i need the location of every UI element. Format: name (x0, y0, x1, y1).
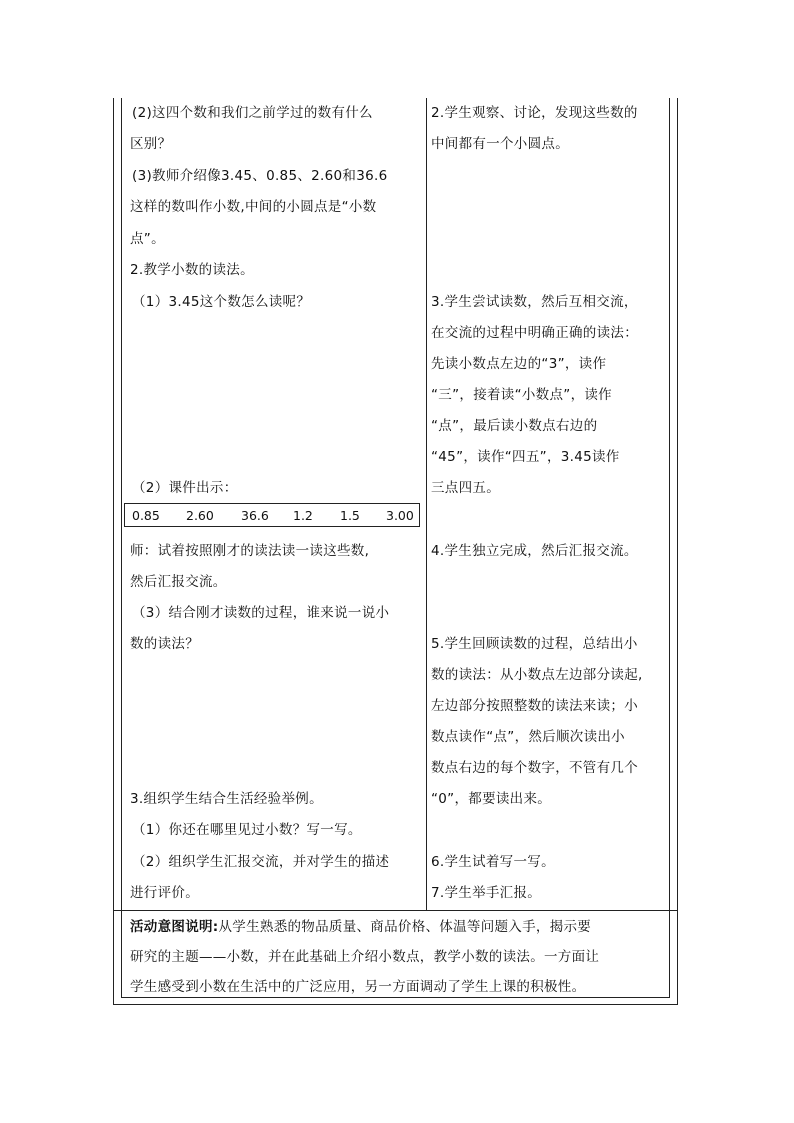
left-section2-q2: （2）课件出示： (132, 480, 238, 496)
right-r5-line2: 数的读法：从小数点左边部分读起, (431, 667, 643, 683)
left-section2-title: 2.教学小数的读法。 (130, 262, 254, 278)
right-r5-line1: 5.学生回顾读数的过程，总结出小 (431, 636, 638, 652)
right-r5-line4: 数点读作“点”，然后顺次读出小 (431, 729, 625, 745)
decimal-number: 3.00 (386, 508, 414, 523)
footer-border-left (121, 910, 122, 998)
activity-intent-line2: 研究的主题——小数，并在此基础上介绍小数点，教学小数的读法。一方面让 (130, 949, 600, 965)
right-r3-line5: “点”，最后读小数点右边的 (431, 418, 598, 434)
right-r3-line2: 在交流的过程中明确正确的读法： (431, 325, 638, 341)
table-inner-border-left (121, 98, 122, 910)
left-q3-line2: 这样的数叫作小数,中间的小圆点是“小数 (130, 199, 377, 215)
right-r3-line7: 三点四五。 (431, 480, 500, 496)
footer-border-right (669, 910, 670, 998)
left-teacher-line2: 然后汇报交流。 (130, 574, 227, 590)
table-inner-border-right (669, 98, 670, 910)
left-section3-q2-line2: 进行评价。 (130, 885, 199, 901)
left-section3-title: 3.组织学生结合生活经验举例。 (130, 791, 323, 807)
footer-border-bottom (121, 997, 669, 998)
right-r2-line2: 中间都有一个小圆点。 (431, 136, 569, 152)
right-r2-line1: 2.学生观察、讨论，发现这些数的 (431, 105, 638, 121)
row-divider (113, 910, 678, 911)
activity-intent-line3: 学生感受到小数在生活中的广泛应用，另一方面调动了学生上课的积极性。 (130, 979, 586, 995)
right-r7-line1: 7.学生举手汇报。 (431, 885, 542, 901)
activity-intent-text: 从学生熟悉的物品质量、商品价格、体温等问题入手，揭示要 (218, 919, 592, 935)
right-r3-line6: “45”，读作“四五”，3.45读作 (431, 449, 620, 465)
left-q2-line1: (2)这四个数和我们之前学过的数有什么 (132, 105, 373, 121)
right-r5-line6: “0”，都要读出来。 (431, 791, 552, 807)
left-teacher-line1: 师：试着按照刚才的读法读一读这些数, (130, 543, 370, 559)
activity-intent-line1 (130, 918, 591, 936)
decimal-numbers-box (124, 503, 420, 527)
right-r5-line5: 数点右边的每个数字，不管有几个 (431, 760, 638, 776)
left-q3-line3: 点”。 (130, 231, 165, 247)
decimal-number: 1.2 (293, 508, 313, 523)
activity-intent-label: 活动意图说明: (130, 919, 219, 935)
decimal-number: 2.60 (186, 508, 214, 523)
right-r5-line3: 左边部分按照整数的读法来读；小 (431, 698, 638, 714)
column-divider (426, 98, 427, 910)
left-q2-line2: 区别？ (130, 136, 172, 152)
left-section2-q3-line2: 数的读法？ (130, 636, 199, 652)
decimal-number: 0.85 (132, 508, 160, 523)
left-section2-q3-line1: （3）结合刚才读数的过程，谁来说一说小 (132, 605, 390, 621)
left-section3-q1: （1）你还在哪里见过小数？写一写。 (132, 822, 362, 838)
left-section2-q1: （1）3.45这个数怎么读呢？ (132, 294, 311, 310)
right-r3-line1: 3.学生尝试读数，然后互相交流， (431, 294, 638, 310)
right-r6-line1: 6.学生试着写一写。 (431, 854, 555, 870)
decimal-number: 1.5 (340, 508, 360, 523)
right-r4-line1: 4.学生独立完成，然后汇报交流。 (431, 543, 638, 559)
right-r3-line4: “三”，接着读“小数点”，读作 (431, 387, 612, 403)
left-section3-q2-line1: （2）组织学生汇报交流，并对学生的描述 (132, 854, 390, 870)
right-r3-line3: 先读小数点左边的“3”，读作 (431, 356, 607, 372)
left-q3-line1: (3)教师介绍像3.45、0.85、2.60和36.6 (132, 168, 388, 184)
decimal-number: 36.6 (241, 508, 269, 523)
